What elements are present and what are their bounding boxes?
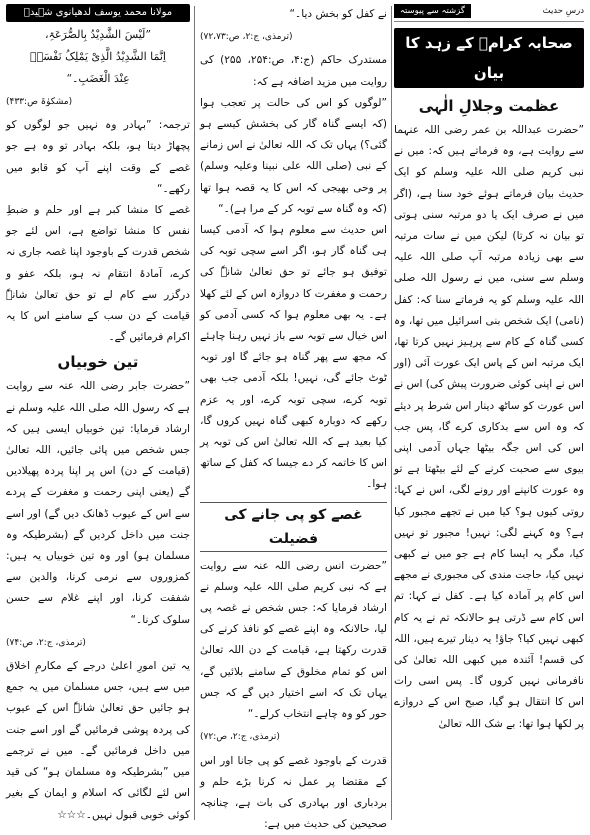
left-column	[6, 4, 190, 822]
paragraph-commentary: اس حدیث سے معلوم ہوا کہ آدمی کیسا ہی گناہ گار ہو، اگر اسے سچی توبہ کی توفیق ہو جائے تو حق تعالیٰ شانہٗ کی رحمت و مغفرت کا دروازہ اس کے لئے کھلا ہے۔ یہ بھی معلوم ہوا کہ کسی آدمی کو اس خیال سے توبہ سے باز نہیں رہنا چاہئے کہ مجھ سے پھر گناہ ہو جائے گا اور توبہ ٹوٹ جائے گی، نہیں! بلکہ آدمی جب بھی توبہ کرے، سچی توبہ کرے، اور یہ عزم رکھے کہ دوبارہ کبھی گناہ نہیں کروں گا، کیا بعید ہے کہ اللہ تعالیٰ اس کی توبہ پر اس کا خاتمہ کر دے جیسا کہ کفل کے ساتھ ہوا۔	[200, 220, 387, 496]
right-column	[394, 4, 584, 822]
hadith-text-jabir: ”حضرت جابر رضی اللہ عنہ سے روایت ہے کہ رسول اللہ صلی اللہ علیہ وسلم نے ارشاد فرمایا: تین خوبیاں ایسی ہیں کہ جس شخص میں پائی جائیں، اللہ تعالیٰ (قیامت کے دن) اس پر اپنا پردہ پھیلادیں گے (یعنی اپنی رحمت و مغفرت کے پردے سے اس کے عیوب ڈھانک دیں گے) اور اسے جنت میں داخل کردیں گے (بشرطیکہ وہ مسلمان ہو) اور وہ تین خوبیاں یہ ہیں: کمزوروں سے نرمی کرنا، والدین سے شفقت کرنا، اور اپنے غلام سے حسن سلوک کرنا۔“	[6, 376, 190, 630]
citation: (مشکوٰۃ ص:۴۳۳)	[6, 92, 190, 113]
column-divider	[391, 6, 392, 820]
subheading-three-virtues: تین خوبیاں	[6, 350, 190, 374]
arabic-hadith-line: عِنْدَ الْغَضَبِ۔“	[6, 68, 190, 90]
section-label: درسِ حدیث	[543, 6, 584, 16]
article-title: صحابہ کرامؓ کے زہد کا بیان	[394, 28, 584, 88]
citation: (ترمذی، ج:۲، ص:۷۲)	[200, 727, 387, 748]
paragraph-mustadrak: مستدرک حاکم (ج:۴، ص:۲۵۴، ۲۵۵) کی روایت میں مزید اضافہ ہے کہ:	[200, 50, 387, 92]
column-divider	[194, 6, 195, 820]
citation: (ترمذی، ج:۲، ص:۷۴)	[6, 633, 190, 654]
author-banner: مولانا محمد یوسف لدھیانوی شہیدؒ	[6, 4, 190, 22]
hadith-text-anas: ”حضرت انس رضی اللہ عنہ سے روایت ہے کہ نبی کریم صلی اللہ علیہ وسلم نے ارشاد فرمایا کہ: جس شخص نے غصہ پی لیا، حالانکہ وہ اپنے غصے کو نافذ کرنے کی قدرت رکھتا ہے، قیامت کے دن اللہ تعالیٰ اس کو تمام مخلوق کے سامنے بلائیں گے، یہاں تک کہ اسے اختیار دیں گے کہ جس حور کو وہ چاہے انتخاب کرلے۔“	[200, 556, 387, 726]
paragraph-virtues: یہ تین امورِ اعلیٰ درجے کے مکارمِ اخلاق میں سے ہیں، جس مسلمان میں یہ جمع ہو جائیں حق تعالیٰ شانہٗ اس کے عیوب کی پردہ پوشی فرمائیں گے اور اسے جنت میں داخل فرمائیں گے۔ میں نے ترجمے میں ”بشرطیکہ وہ مسلمان ہو“ کی قید اس لئے لگائی کہ اسلام و ایمان کے بغیر کوئی خوبی قبول نہیں۔☆☆☆	[6, 656, 190, 826]
column-kicker	[394, 4, 584, 22]
arabic-hadith-line: اِنَّمَا الشَّدِیْدُ الَّذِیْ یَمْلِکُ نَفْسَہٗ	[6, 46, 190, 68]
continued-label: گزشتہ سے پیوستہ	[394, 4, 471, 18]
middle-column	[200, 4, 387, 822]
subheading-majesty: عظمت وجلالِ الٰہی	[394, 94, 584, 118]
hadith-text-kifl: ”حضرت عبداللہ بن عمر رضی اللہ عنہما سے روایت ہے، وہ فرماتے ہیں کہ: میں نے نبی کریم صلی اللہ علیہ وسلم کو ایک حدیث بیان فرماتے ہوئے خود سنا ہے، (اگر میں نے صرف ایک یا دو مرتبہ سنی ہوتی تو بیان نہ کرتا) لیکن میں نے سات مرتبہ سے بھی زیادہ مرتبہ آپ صلی اللہ علیہ وسلم سے سنی، میں نے رسول اللہ صلی اللہ علیہ وسلم کو یہ فرماتے سنا کہ: کفل (نامی) ایک شخص بنی اسرائیل میں تھا، وہ کسی گناہ کے کام سے پرہیز نہیں کرتا تھا، ایک مرتبہ اس کے پاس ایک عورت آئی (اور اس نے اپنی کوئی ضرورت پیش کی) اس نے اس عورت کو ساٹھ دینار اس شرط پر دیئے کہ وہ اس سے بدکاری کرے گا، پس جب اس کی اس جگہ بیٹھا جہاں آدمی اپنی بیوی سے صحبت کرنے کے لئے بیٹھتا ہے تو وہ عورت کانپنے اور رونے لگی، اس نے کہا: روتی کیوں ہو؟ کیا میں نے تجھے مجبور کیا ہے؟ وہ کہنے لگی: نہیں! مجبور تو نہیں کیا، مگر یہ ایسا کام ہے جو میں نے کبھی نہیں کیا، حاجت مندی کی مجبوری نے مجھے اس کام پر آمادہ کیا ہے۔ کفل نے کہا: تم اس کام سے ڈرتی ہو حالانکہ تم نے یہ کام کبھی نہیں کیا؟ جاؤ! یہ دینار تیرے ہیں، اللہ کی قسم! آئندہ میں کبھی اللہ تعالیٰ کی نافرمانی نہیں کروں گا۔ پس اسی رات اس کا انتقال ہو گیا، صبح اس کے دروازے پر لکھا ہوا تھا: بے شک اللہ تعالیٰ	[394, 120, 584, 735]
continued-line: نے کفل کو بخش دیا۔“	[200, 4, 387, 25]
paragraph-humility: غصے کا منشا کبر ہے اور حلم و ضبطِ نفس کا منشا تواضع ہے، اس لئے جو شخص قدرت کے باوجود اپنا غصہ جاری نہ کرے، آمادۂ انتقام نہ ہو، بلکہ عفو و درگزر سے کام لے تو حق تعالیٰ شانہٗ قیامت کے دن سب کے سامنے اس کا یہ اکرام فرمائیں گے۔	[6, 200, 190, 348]
paragraph-restraint: قدرت کے باوجود غصے کو پی جانا اور اس کے مقتضا پر عمل نہ کرنا بڑے حلم و بردباری اور بہادری کی بات ہے، چنانچہ صحیحین کی حدیث میں ہے:	[200, 751, 387, 835]
heading-anger: غصے کو پی جانے کی فضیلت	[200, 502, 387, 552]
citation: (ترمذی، ج:۲، ص:۷۲،۷۳)	[200, 27, 387, 48]
arabic-hadith-line: ”لَیْسَ الشَّدِیْدُ بِالصُّرَعَۃِ،	[6, 24, 190, 46]
translation-paragraph: ترجمہ: ”بہادر وہ نہیں جو لوگوں کو پچھاڑ دیتا ہو، بلکہ بہادر تو وہ ہے جو غصے کے وقت اپنے آپ کو قابو میں رکھے۔“	[6, 115, 190, 200]
quote-paragraph: ”لوگوں کو اس کی حالت پر تعجب ہوا (کہ ایسے گناہ گار کی بخشش کیسے ہو گئی؟) یہاں تک کہ اللہ تعالیٰ نے اس زمانے کے نبی (صلی اللہ علی نبینا وعلیہ وسلم) پر وحی بھیجی کہ اس کا یہ قصہ ہوا تھا (کہ وہ گناہ سے توبہ کر کے مرا ہے)۔“	[200, 93, 387, 220]
